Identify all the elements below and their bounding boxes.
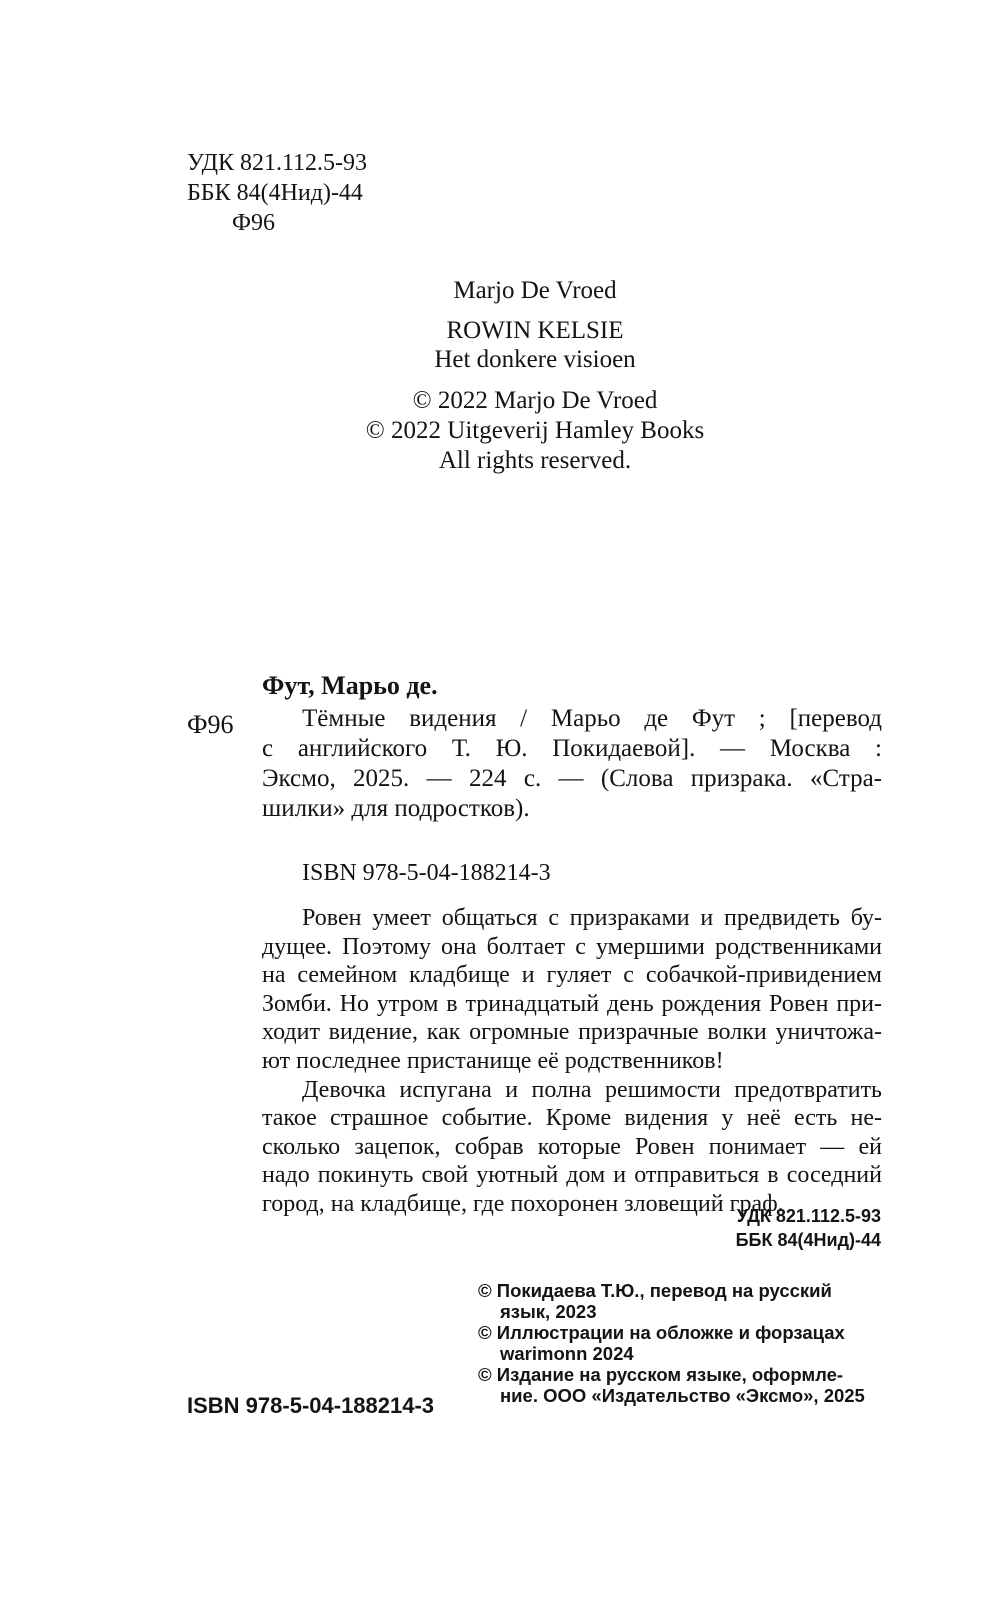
copyright-line: warimonn 2024 bbox=[500, 1343, 634, 1364]
annotation-line: Зомби. Но утром в тринадцатый день рождения Ровен при- bbox=[262, 990, 882, 1017]
original-title: Het donkere visioen bbox=[434, 346, 636, 373]
description-line: шилки» для подростков). bbox=[262, 795, 530, 822]
annotation-line: сколько зацепок, собрав которые Ровен понимает — ей bbox=[262, 1133, 882, 1160]
udk-code-bottom: УДК 821.112.5-93 bbox=[736, 1206, 881, 1226]
original-author bbox=[300, 276, 770, 306]
copyright-line: © Иллюстрации на обложке и форзацах bbox=[478, 1322, 845, 1343]
annotation-line: ют последнее пристанище её родственников! bbox=[262, 1047, 724, 1074]
russian-copyrights bbox=[478, 1280, 882, 1406]
bbk-code: ББК 84(4Нид)-44 bbox=[187, 180, 363, 206]
annotation-line: надо покинуть свой уютный дом и отправиться в соседний bbox=[262, 1162, 882, 1189]
copyright-line: язык, 2023 bbox=[500, 1301, 597, 1322]
copyright-line: © Издание на русском языке, оформле- bbox=[478, 1364, 844, 1385]
copyright-line: © 2022 Uitgeverij Hamley Books bbox=[365, 417, 705, 444]
original-series: ROWIN KELSIE bbox=[446, 317, 624, 344]
annotation-line: дущее. Поэтому она болтает с умершими родственниками bbox=[262, 933, 882, 960]
bottom-classification bbox=[736, 1204, 881, 1252]
isbn-record: ISBN 978-5-04-188214-3 bbox=[302, 860, 551, 886]
annotation-line: Девочка испугана и полна решимости предотвратить bbox=[302, 1076, 882, 1103]
description-line: Эксмо, 2025. — 224 с. — (Слова призрака. «Стра- bbox=[262, 765, 882, 792]
bibliographic-record bbox=[262, 668, 882, 824]
annotation bbox=[262, 904, 882, 1219]
udk-code: УДК 821.112.5-93 bbox=[187, 150, 368, 176]
description-line: с английского Т. Ю. Покидаевой]. — Москва : bbox=[262, 735, 882, 762]
annotation-line: такое страшное событие. Кроме видения у неё есть не- bbox=[262, 1105, 882, 1132]
isbn-bottom: ISBN 978-5-04-188214-3 bbox=[187, 1393, 435, 1418]
original-title-block bbox=[300, 316, 770, 374]
original-author-text: Marjo De Vroed bbox=[453, 277, 617, 304]
classification-codes bbox=[187, 148, 367, 238]
author-mark: Ф96 bbox=[232, 210, 275, 236]
copyright-line: © Покидаева Т.Ю., перевод на русский bbox=[478, 1280, 832, 1301]
copyright-line: ние. ООО «Издательство «Эксмо», 2025 bbox=[500, 1385, 865, 1406]
original-copyrights bbox=[300, 386, 770, 476]
annotation-line: ходит видение, как огромные призрачные волки уничтожа- bbox=[262, 1019, 882, 1046]
author-heading: Фут, Марьо де. bbox=[262, 671, 438, 700]
copyright-line: © 2022 Marjo De Vroed bbox=[412, 387, 658, 414]
bibliographic-author-mark: Ф96 bbox=[187, 710, 234, 739]
rights-reserved: All rights reserved. bbox=[438, 447, 632, 474]
description-line: Тёмные видения / Марьо де Фут ; [перевод bbox=[302, 705, 882, 732]
annotation-line: город, на кладбище, где похоронен зловещий граф. bbox=[262, 1190, 784, 1217]
bbk-code-bottom: ББК 84(4Нид)-44 bbox=[735, 1230, 881, 1250]
annotation-line: на семейном кладбище и гуляет с собачкой-привидением bbox=[262, 962, 882, 989]
annotation-line: Ровен умеет общаться с призраками и предвидеть бу- bbox=[302, 905, 882, 931]
